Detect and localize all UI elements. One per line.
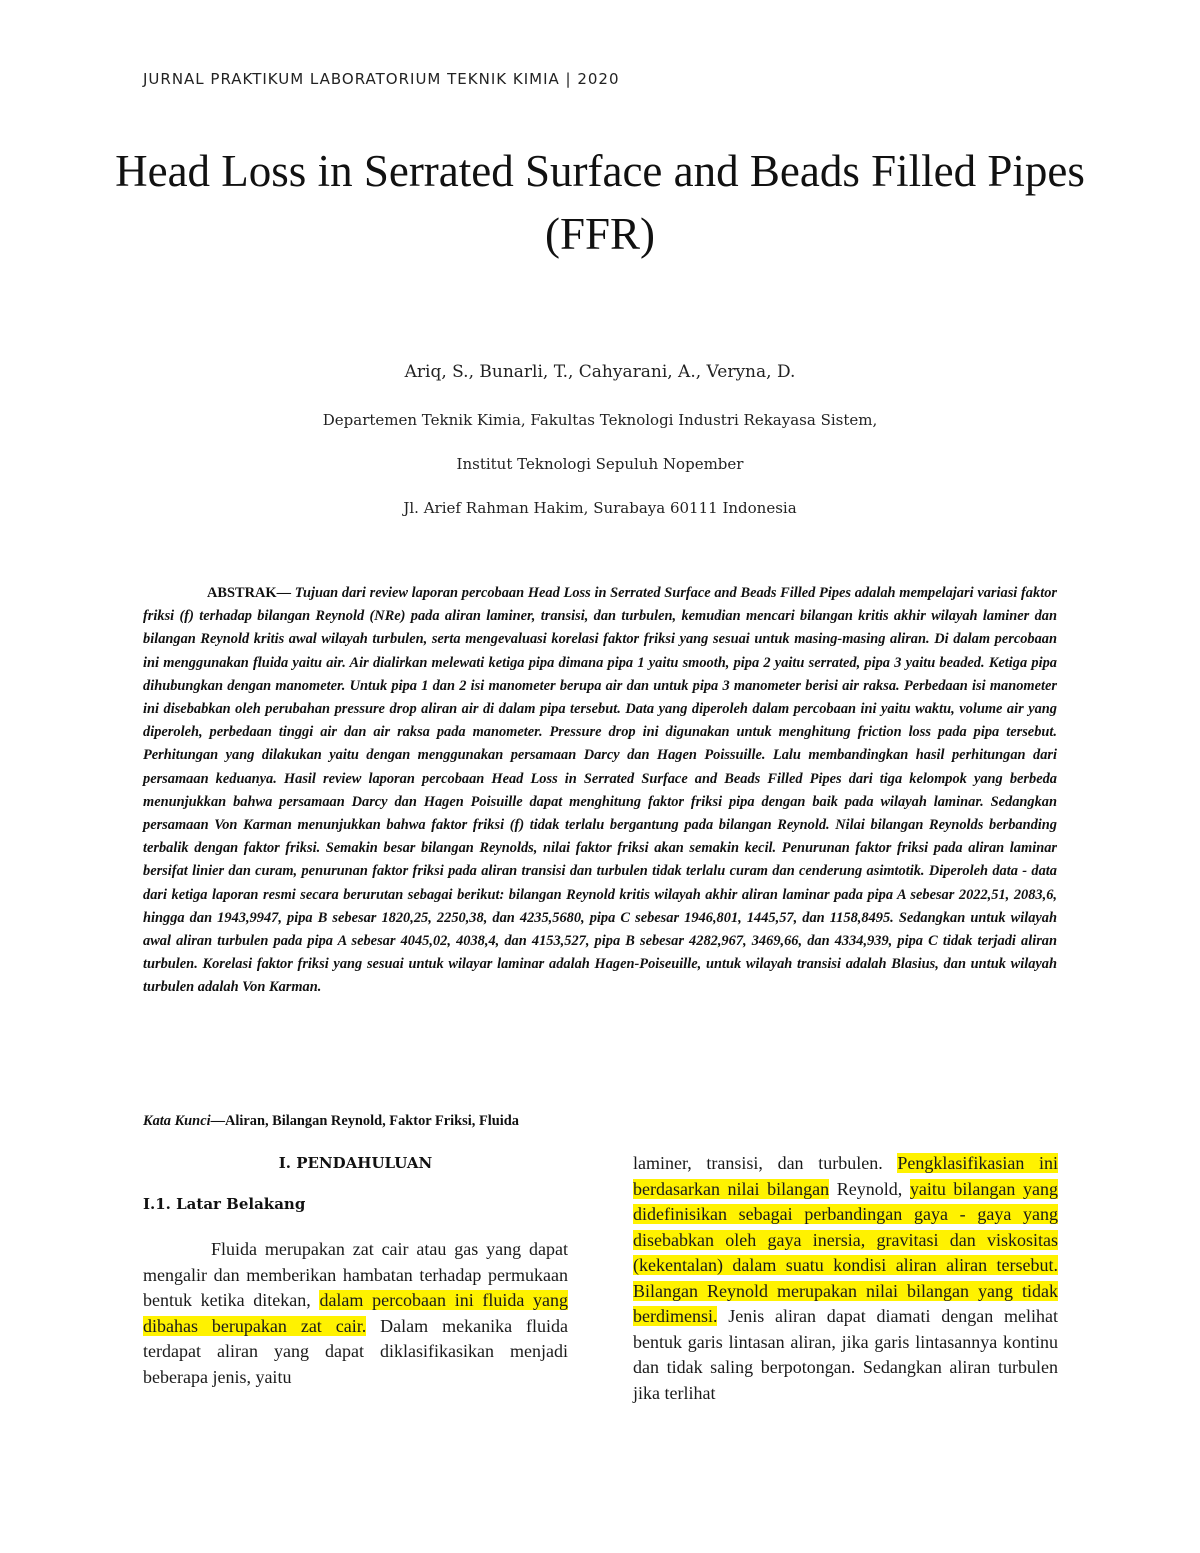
keywords-values: Aliran, Bilangan Reynold, Faktor Friksi, Fluida [224, 1113, 519, 1129]
affiliation-address: Jl. Arief Rahman Hakim, Surabaya 60111 Indonesia [403, 499, 797, 517]
body-text: Fluida merupakan zat cair atau gas yang dapat mengalir dan memberikan hambatan terhadap permukaan bentuk ketika ditekan, [143, 1239, 568, 1310]
subsection-heading: I.1. Latar Belakang [143, 1195, 306, 1213]
paper-title: Head Loss in Serrated Surface and Beads Filled Pipes (FFR) [115, 146, 1085, 259]
abstract [143, 582, 1057, 1000]
highlighted-text: Pengklasifikasian ini berdasarkan nilai bilangan [633, 1153, 1058, 1199]
highlighted-text: yaitu bilangan yang didefinisikan sebagai perbandingan gaya - gaya yang disebabkan oleh gaya inersia, gravitasi dan viskositas (kekentalan) dalam suatu kondisi aliran aliran tersebut. Bilangan Reynold merupakan nilai bilangan yang tidak berdimensi. [633, 1178, 1058, 1326]
abstract-label: ABSTRAK— [207, 585, 291, 601]
highlighted-text: dalam percobaan ini fluida yang dibahas berupakan zat cair. [143, 1290, 568, 1336]
body-column-right [633, 1151, 1058, 1406]
journal-running-header: JURNAL PRAKTIKUM LABORATORIUM TEKNIK KIMIA | 2020 [143, 70, 620, 88]
keywords [143, 1113, 519, 1130]
keywords-dash: — [210, 1113, 225, 1129]
affiliation-institute: Institut Teknologi Sepuluh Nopember [456, 455, 744, 473]
body-text: Jenis aliran dapat diamati dengan melihat bentuk garis lintasan aliran, jika garis lintasannya kontinu dan tidak saling berpotongan. Sedangkan aliran turbulen jika terlihat [633, 1306, 1058, 1403]
affiliation-department: Departemen Teknik Kimia, Fakultas Teknologi Industri Rekayasa Sistem, [322, 411, 878, 429]
abstract-text: Tujuan dari review laporan percobaan Head Loss in Serrated Surface and Beads Filled Pipes adalah mempelajari variasi faktor friksi (f) terhadap bilangan Reynold (NRe) pada aliran laminer, transisi, dan turbulen, kemudian mencari bilangan kritis akhir wilayah laminer dan bilangan Reynold kritis awal wilayah turbulen, serta mengevaluasi korelasi faktor friksi yang sesuai untuk masing-masing aliran. Di dalam percobaan ini menggunakan fluida yaitu air. Air dialirkan melewati ketiga pipa dimana pipa 1 yaitu smooth, pipa 2 yaitu serrated, pipa 3 yaitu beaded. Ketiga pipa dihubungkan dengan manometer. Untuk pipa 1 dan 2 isi manometer berupa air dan untuk pipa 3 manometer berisi air raksa. Perbedaan isi manometer ini disebabkan oleh perubahan pressure drop aliran air di dalam pipa tersebut. Data yang diperoleh dalam percobaan ini yaitu waktu, volume air yang diperoleh, perbedaan tinggi air dan air raksa pada manometer. Pressure drop ini digunakan untuk menghitung friction loss pada pipa tersebut. Perhitungan yang dilakukan yaitu dengan menggunakan persamaan Darcy dan Hagen Poissuille. Lalu membandingkan hasil perhitungan dari persamaan keduanya. Hasil review laporan percobaan Head Loss in Serrated Surface and Beads Filled Pipes dari tiga kelompok yang berbeda menunjukkan bahwa persamaan Darcy dan Hagen Poisuille dapat menghitung faktor friksi pipa dengan baik pada wilayah laminar. Sedangkan persamaan Von Karman menunjukkan bahwa faktor friksi (f) tidak terlalu bergantung pada bilangan Reynold. Nilai bilangan Reynolds berbanding terbalik dengan faktor friksi. Semakin besar bilangan Reynolds, nilai faktor friksi akan semakin kecil. Penurunan faktor friksi pada aliran laminar bersifat linier dan curam, penurunan faktor friksi pada aliran transisi dan turbulen tidak terlalu curam dan cenderung asimtotik. Diperoleh data - data dari ketiga laporan resmi secara berurutan sebagai berikut: bilangan Reynold kritis wilayah akhir aliran laminar pada pipa A sebesar 2022,51, 2083,6, hingga dan 1943,9947, pipa B sebesar 1820,25, 2250,38, dan 4235,5680, pipa C sebesar 1946,801, 1445,57, dan 1158,8495. Sedangkan untuk wilayah awal aliran turbulen pada pipa A sebesar 4045,02, 4038,4, dan 4153,527, pipa B sebesar 4282,967, 3469,66, dan 4334,939, pipa C tidak terjadi aliran turbulen. Korelasi faktor friksi yang sesuai untuk wilayar laminar adalah Hagen-Poiseuille, untuk wilayah transisi adalah Blasius, dan untuk wilayah turbulen adalah Von Karman. [143, 585, 1057, 996]
body-text: Reynold, [829, 1178, 910, 1199]
body-text: laminer, transisi, dan turbulen. [633, 1153, 898, 1173]
body-column-left [143, 1237, 568, 1390]
author-list: Ariq, S., Bunarli, T., Cahyarani, A., Veryna, D. [404, 362, 796, 382]
section-heading: I. PENDAHULUAN [278, 1154, 433, 1172]
body-text: Dalam mekanika fluida terdapat aliran yang dapat diklasifikasikan menjadi beberapa jenis, yaitu [143, 1315, 568, 1387]
keywords-label: Kata Kunci [143, 1113, 211, 1129]
